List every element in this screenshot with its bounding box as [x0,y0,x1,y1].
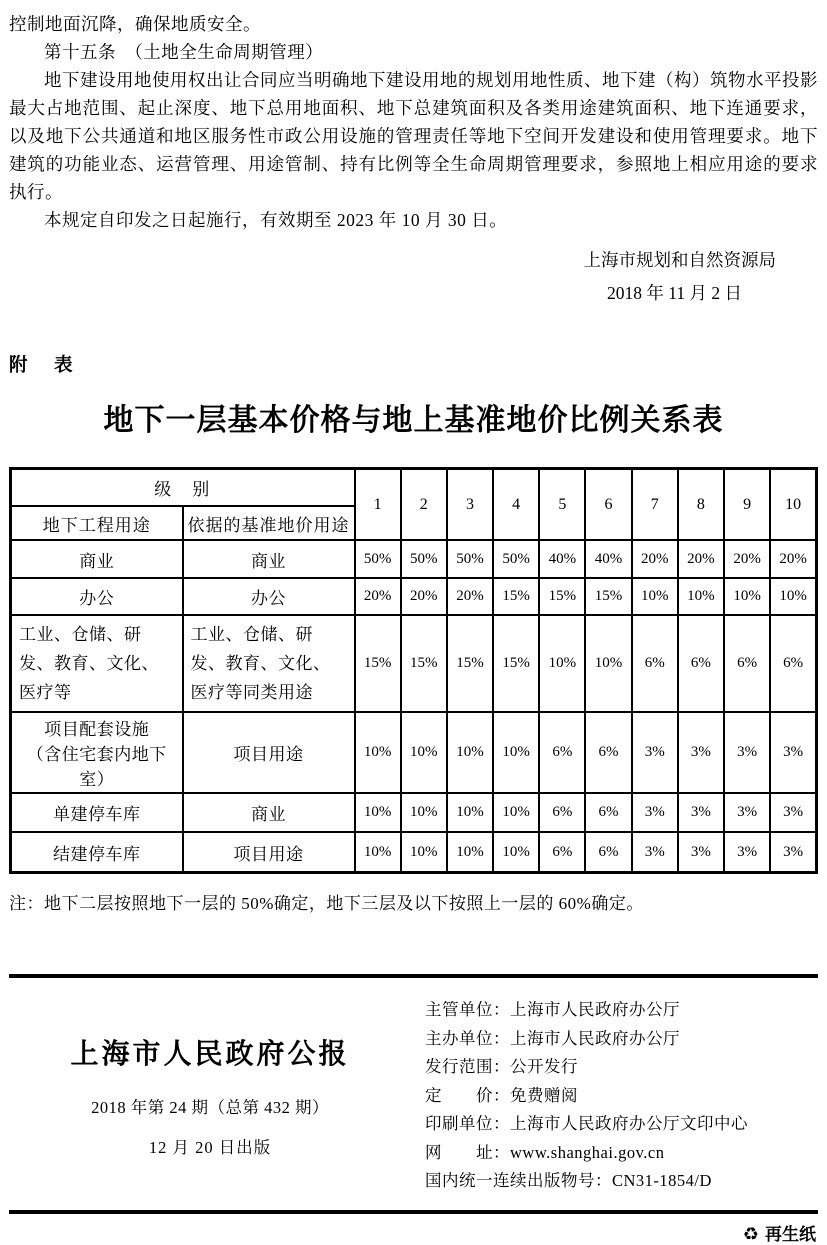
value-cell: 10% [770,578,816,615]
info-label: 网 址： [425,1142,510,1162]
value-cell: 50% [493,540,539,578]
info-value: www.shanghai.gov.cn [510,1142,665,1162]
value-cell: 6% [585,832,631,873]
value-cell: 6% [585,712,631,793]
table-title: 地下一层基本价格与地上基准地价比例关系表 [103,404,724,437]
value-cell: 10% [401,712,447,793]
body-paragraph: 地下建设用地使用权出让合同应当明确地下建设用地的规划用地性质、地下建（构）筑物水平投影最大占地范围、起止深度、地下总用地面积、地下总建筑面积及各类用途建筑面积、地下连通要求，以及地下公共通道和地区服务性市政公用设施的管理责任等地下空间开发建设和使用管理要求。地下建筑的功能业态、运营管理、用途管制、持有比例等全生命周期管理要求，参照地上相应用途的要求执行。 [9,70,818,202]
value-cell: 3% [678,832,724,873]
info-value: 公开发行 [510,1057,578,1076]
publication-info-row [425,1110,818,1139]
value-cell: 10% [447,712,493,793]
basis-cell: 办公 [183,578,355,615]
value-cell: 20% [770,540,816,578]
level-column-header: 10 [770,469,816,541]
value-cell: 20% [447,578,493,615]
use-cell: 工业、仓储、研发、教育、文化、医疗等 [11,615,183,712]
divider-rule-top [9,974,818,978]
value-cell: 10% [355,712,401,793]
info-value: 上海市人民政府办公厅 [510,1000,680,1019]
publication-info-list [411,992,818,1198]
table-header-use: 地下工程用途 [11,506,183,540]
level-column-header: 6 [585,469,631,541]
value-cell: 50% [447,540,493,578]
value-cell: 40% [539,540,585,578]
value-cell: 3% [678,793,724,832]
signature-issuer: 上海市规划和自然资源局 [583,250,776,270]
article-15-heading: 第十五条 （土地全生命周期管理） [44,42,324,62]
value-cell: 50% [355,540,401,578]
value-cell: 20% [355,578,401,615]
value-cell: 20% [401,578,447,615]
basis-cell: 项目用途 [183,832,355,873]
publication-info-row [425,1053,818,1082]
bulletin-masthead [9,992,411,1198]
recycle-label: 再生纸 [765,1225,816,1244]
value-cell: 3% [632,712,678,793]
level-column-header: 2 [401,469,447,541]
bulletin-footer [9,992,818,1198]
level-column-header: 4 [493,469,539,541]
value-cell: 10% [493,793,539,832]
value-cell: 6% [539,793,585,832]
value-cell: 10% [493,832,539,873]
value-cell: 10% [585,615,631,712]
value-cell: 10% [447,832,493,873]
use-cell: 办公 [11,578,183,615]
publication-info-row [425,1082,818,1111]
table-row [11,793,817,832]
info-label: 定 价： [425,1085,510,1105]
level-column-header: 8 [678,469,724,541]
basis-cell: 商业 [183,793,355,832]
level-column-header: 5 [539,469,585,541]
table-row [11,832,817,873]
value-cell: 6% [678,615,724,712]
value-cell: 10% [493,712,539,793]
value-cell: 20% [632,540,678,578]
use-cell-line1: 项目配套设施 [44,720,150,739]
use-cell: 商业 [11,540,183,578]
table-row [11,578,817,615]
value-cell: 3% [632,793,678,832]
value-cell: 15% [585,578,631,615]
level-column-header: 9 [724,469,770,541]
info-value: 上海市人民政府办公厅文印中心 [510,1114,748,1133]
body-text [9,10,818,234]
use-cell: 单建停车库 [11,793,183,832]
value-cell: 10% [539,615,585,712]
basis-cell: 工业、仓储、研发、教育、文化、医疗等同类用途 [183,615,355,712]
value-cell: 20% [724,540,770,578]
table-row [11,712,817,793]
value-cell: 15% [447,615,493,712]
publication-info-row [425,1139,818,1168]
recycle-icon: ♻ [742,1224,759,1245]
publication-info-row [425,996,818,1025]
recycle-strip [9,1214,818,1245]
table-note: 注：地下二层按照地下一层的 50%确定，地下三层及以下按照上一层的 60%确定。 [9,894,644,913]
publication-info-row [425,1025,818,1054]
value-cell: 10% [401,793,447,832]
info-label: 主管单位： [425,1000,510,1019]
table-row [11,540,817,578]
value-cell: 3% [724,832,770,873]
info-label: 主办单位： [425,1028,510,1048]
value-cell: 6% [539,712,585,793]
value-cell: 3% [678,712,724,793]
level-column-header: 3 [447,469,493,541]
value-cell: 10% [724,578,770,615]
effective-date-paragraph: 本规定自印发之日起施行，有效期至 2023 年 10 月 30 日。 [44,210,508,230]
info-value: CN31-1854/D [612,1171,712,1190]
bulletin-publish-date: 12 月 20 日出版 [148,1138,272,1157]
table-header-basis: 依据的基准地价用途 [183,506,355,540]
value-cell: 10% [447,793,493,832]
value-cell: 15% [493,578,539,615]
value-cell: 3% [724,712,770,793]
value-cell: 10% [355,793,401,832]
info-label: 发行范围： [425,1057,510,1076]
body-paragraph: 控制地面沉降，确保地质安全。 [9,14,261,34]
value-cell: 6% [770,615,816,712]
value-cell: 6% [632,615,678,712]
value-cell: 3% [632,832,678,873]
publication-info-row [425,1167,818,1196]
value-cell: 3% [770,793,816,832]
value-cell: 20% [678,540,724,578]
value-cell: 10% [632,578,678,615]
value-cell: 3% [770,712,816,793]
value-cell: 15% [493,615,539,712]
table-row [11,615,817,712]
value-cell: 15% [355,615,401,712]
bulletin-title: 上海市人民政府公报 [70,1039,350,1070]
info-value: 上海市人民政府办公厅 [510,1028,680,1048]
level-column-header: 1 [355,469,401,541]
level-column-header: 7 [632,469,678,541]
value-cell: 40% [585,540,631,578]
use-cell-line2: （含住宅套内地下室） [26,745,167,789]
value-cell: 50% [401,540,447,578]
basis-cell: 项目用途 [183,712,355,793]
value-cell: 3% [724,793,770,832]
price-ratio-table [9,467,818,874]
appendix-label: 附 表 [9,356,77,376]
value-cell: 6% [539,832,585,873]
value-cell: 6% [724,615,770,712]
value-cell: 15% [401,615,447,712]
use-cell [11,712,183,793]
info-value: 免费赠阅 [510,1085,578,1105]
use-cell: 结建停车库 [11,832,183,873]
value-cell: 10% [678,578,724,615]
value-cell: 15% [539,578,585,615]
info-label: 印刷单位： [425,1114,510,1133]
bulletin-issue: 2018 年第 24 期（总第 432 期） [91,1098,329,1117]
value-cell: 10% [355,832,401,873]
signature-date: 2018 年 11 月 2 日 [607,283,742,303]
basis-cell: 商业 [183,540,355,578]
value-cell: 3% [770,832,816,873]
value-cell: 6% [585,793,631,832]
value-cell: 10% [401,832,447,873]
signature-block [9,246,818,307]
info-label: 国内统一连续出版物号： [425,1171,612,1190]
table-header-level: 级 别 [11,469,355,507]
